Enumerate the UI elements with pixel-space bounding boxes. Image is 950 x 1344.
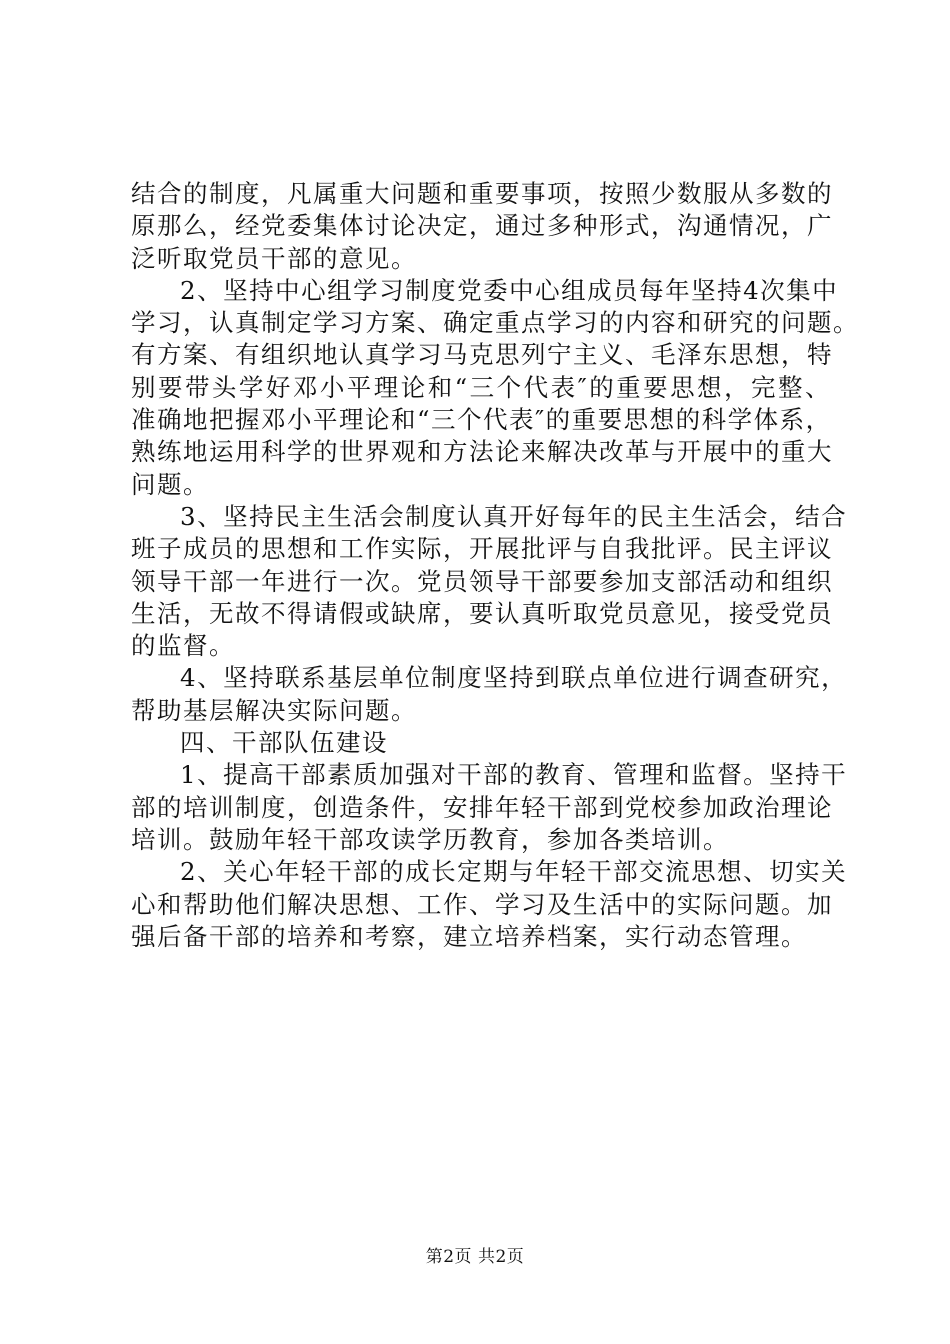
subsection-1-start: 1、提高干部素质加强对干部的教育、管理和监督。坚持干: [180, 760, 848, 790]
text-line: 班子成员的思想和工作实际，开展批评与自我批评。民主评议: [131, 534, 833, 564]
text-line: 的监督。: [131, 631, 235, 661]
section-heading: 四、干部队伍建设: [180, 728, 388, 758]
section-4-start: 4、坚持联系基层单位制度坚持到联点单位进行调查研究，: [180, 663, 848, 693]
text-line: 准确地把握邓小平理论和“三个代表″的重要思想的科学体系，: [131, 405, 832, 435]
section-3-start: 3、坚持民主生活会制度认真开好每年的民主生活会，结合: [180, 501, 848, 531]
text-line: 问题。: [131, 469, 209, 499]
document-body: [131, 178, 859, 953]
text-line: 学习，认真制定学习方案、确定重点学习的内容和研究的问题。: [131, 308, 859, 338]
text-line: 原那么，经党委集体讨论决定，通过多种形式，沟通情况，广: [131, 211, 833, 241]
text-line: 培训。鼓励年轻干部攻读学历教育，参加各类培训。: [131, 824, 729, 854]
text-line: 有方案、有组织地认真学习马克思列宁主义、毛泽东思想，特: [131, 340, 833, 370]
text-line: 帮助基层解决实际问题。: [131, 695, 417, 725]
section-2-start: 2、坚持中心组学习制度党委中心组成员每年坚持4次集中: [180, 275, 839, 305]
text-line: 部的培训制度，创造条件，安排年轻干部到党校参加政治理论: [131, 792, 833, 822]
text-line: 领导干部一年进行一次。党员领导干部要参加支部活动和组织: [131, 566, 833, 596]
text-line: 生活，无故不得请假或缺席，要认真听取党员意见，接受党员: [131, 598, 833, 628]
subsection-2-start: 2、关心年轻干部的成长定期与年轻干部交流思想、切实关: [180, 857, 848, 887]
page-number-footer: 第2页 共2页: [425, 1247, 525, 1267]
text-line: 别要带头学好邓小平理论和“三个代表″的重要思想，完整、: [131, 372, 831, 402]
text-line: 熟练地运用科学的世界观和方法论来解决改革与开展中的重大: [131, 437, 833, 467]
text-line: 结合的制度，凡属重大问题和重要事项，按照少数服从多数的: [131, 179, 833, 208]
text-line: 心和帮助他们解决思想、工作、学习及生活中的实际问题。加: [131, 889, 833, 919]
text-line: 强后备干部的培养和考察，建立培养档案，实行动态管理。: [131, 921, 807, 951]
text-line: 泛听取党员干部的意见。: [131, 243, 417, 273]
